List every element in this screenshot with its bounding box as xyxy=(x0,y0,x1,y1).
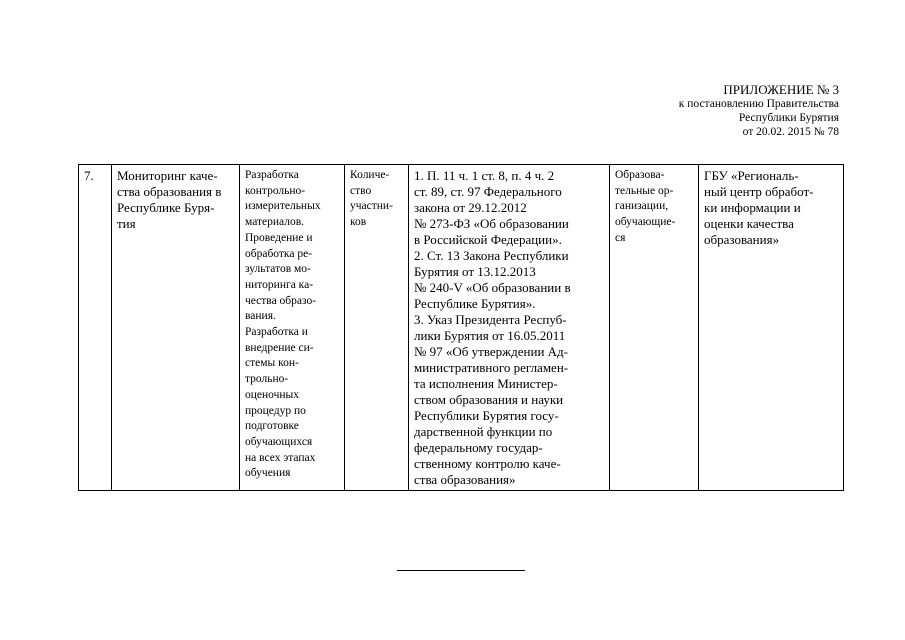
table-row xyxy=(79,165,844,491)
appendix-header xyxy=(679,82,839,139)
cell-name: Мониторинг каче- ства образования в Республике Буря- тия xyxy=(112,165,240,491)
footer-rule xyxy=(397,570,525,571)
cell-number: 7. xyxy=(79,165,112,491)
appendix-title: ПРИЛОЖЕНИЕ № 3 xyxy=(723,82,839,97)
main-table xyxy=(78,164,844,491)
appendix-line-2: Республики Бурятия xyxy=(738,112,839,124)
cell-activities: Разработка контрольно- измерительных материалов. Проведение и обработка ре- зультатов мо- ниторинга ка- чества образо- вания. Разработка и внедрение си- стемы кон- трольно- оценочных процедур по подготовке обучающихся на всех этапах обучения xyxy=(240,165,345,491)
appendix-line-3: от 20.02. 2015 № 78 xyxy=(742,126,839,138)
cell-executor: ГБУ «Региональ- ный центр обработ- ки информации и оценки качества образования» xyxy=(699,165,844,491)
appendix-line-1: к постановлению Правительства xyxy=(678,98,839,110)
cell-subjects: Образова- тельные ор- ганизации, обучающие- ся xyxy=(610,165,699,491)
cell-indicator: Количе- ство участни- ков xyxy=(345,165,409,491)
cell-legal-basis: 1. П. 11 ч. 1 ст. 8, п. 4 ч. 2 ст. 89, ст. 97 Федерального закона от 29.12.2012 № 273-ФЗ «Об образовании в Российской Федерации». 2. Ст. 13 Закона Республики Бурятия от 13.12.2013 № 240-V «Об образовании в Республике Бурятия». 3. Указ Президента Респуб- лики Бурятия от 16.05.2011 № 97 «Об утверждении Ад- министративного регламен- та исполнения Министер- ством образования и науки Республики Бурятия госу- дарственной функции по федеральному государ- ственному контролю каче- ства образования» xyxy=(409,165,610,491)
